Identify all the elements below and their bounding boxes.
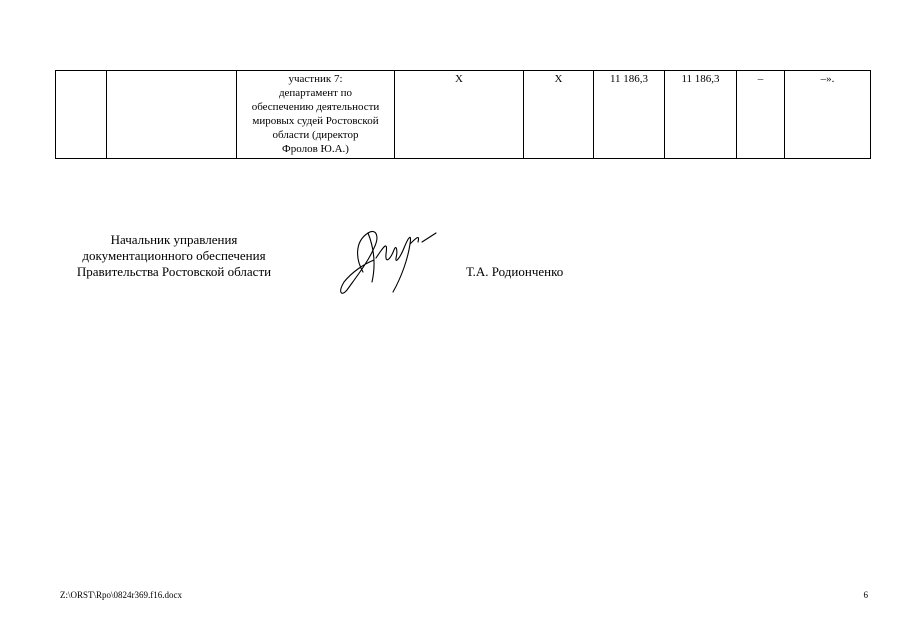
footer-file-path: Z:\ORST\Rpo\0824r369.f16.docx [60,590,182,600]
signatory-position [55,232,293,280]
table-cell-amount-total: 11 186,3 [594,71,665,159]
table-cell-closing: –». [785,71,871,159]
page-number: 6 [863,590,868,600]
table-cell-name [107,71,237,159]
position-line-2: документационного обеспечения [82,248,266,263]
table-cell-dash: – [737,71,785,159]
signatory-name: Т.А. Родионченко [466,264,564,279]
position-line-3: Правительства Ростовской области [76,264,272,279]
table-cell-code-2: Х [524,71,594,159]
budget-table [55,70,871,159]
table-cell-participant: участник 7: департамент по обеспечению деятельности мировых судей Ростовской области (директор Фролов Ю.А.) [237,71,395,159]
table-cell-code-1: Х [395,71,524,159]
table-cell-amount-year: 11 186,3 [665,71,737,159]
position-line-1: Начальник управления [110,232,238,247]
table-cell-number [56,71,107,159]
handwritten-signature [332,220,450,302]
table-row [56,71,871,159]
